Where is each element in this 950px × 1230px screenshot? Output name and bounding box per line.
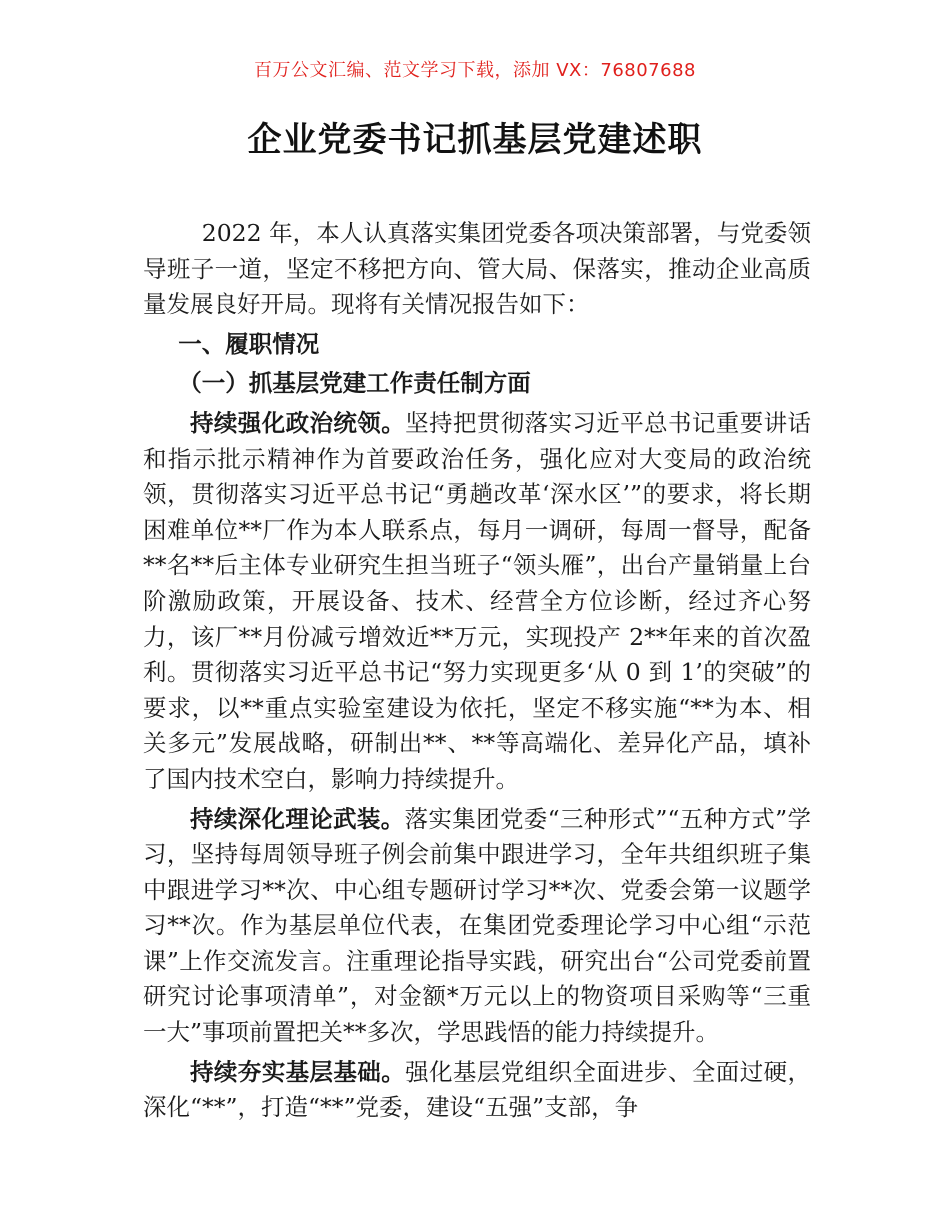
document-title: 企业党委书记抓基层党建述职 [247, 120, 703, 160]
body-paragraph [143, 1055, 811, 1126]
paragraph-lead: 持续夯实基层基础。 [190, 1057, 406, 1086]
paragraph-text: 落实集团党委“三种形式”“五种方式”学习，坚持每周领导班子例会前集中跟进学习，全年共组织班子集中跟进学习**次、中心组专题研讨学习**次、党委会第一议题学习**次。作为基层单位代表，在集团党委理论学习中心组“示范课”上作交流发言。注重理论指导实践，研究出台“公司党委前置研究讨论事项清单”，对金额*万元以上的物资项目采购等“三重一大”事项前置把关**多次，学思践悟的能力持续提升。 [143, 804, 811, 1047]
intro-paragraph: 2022 年，本人认真落实集团党委各项决策部署，与党委领导班子一道，坚定不移把方向、管大局、保落实，推动企业高质量发展良好开局。现将有关情况报告如下： [143, 219, 811, 319]
paragraph-text: 坚持把贯彻落实习近平总书记重要讲话和指示批示精神作为首要政治任务，强化应对大变局的政治统领，贯彻落实习近平总书记“勇趟改革‘深水区’”的要求，将长期困难单位**厂作为本人联系点，每月一调研，每周一督导，配备**名**后主体专业研究生担当班子“领头雁”，出台产量销量上台阶激励政策，开展设备、技术、经营全方位诊断，经过齐心努力，该厂**月份减亏增效近**万元，实现投产 2**年来的首次盈利。贯彻落实习近平总书记“努力实现更多‘从 0 到 1’的突破”的要求，以**重点实验室建设为依托，坚定不移实施“**为本、相关多元”发展战略，研制出**、**等高端化、差异化产品，填补了国内技术空白，影响力持续提升。 [143, 408, 812, 793]
paragraph-lead: 持续强化政治统领。 [190, 408, 406, 437]
paragraph-lead: 持续深化理论武装。 [190, 804, 405, 833]
body-paragraph [143, 802, 811, 1051]
subsection-heading: （一）抓基层党建工作责任制方面 [178, 369, 531, 398]
paragraph-text: 强化基层党组织全面进步、全面过硬，深化“**”，打造“**”党委，建设“五强”支部，争 [143, 1057, 812, 1122]
section-heading: 一、履职情况 [178, 329, 320, 358]
document-body [143, 216, 811, 1130]
watermark-header: 百万公文汇编、范文学习下载，添加 VX：76807688 [254, 60, 696, 81]
body-paragraph [143, 406, 811, 798]
